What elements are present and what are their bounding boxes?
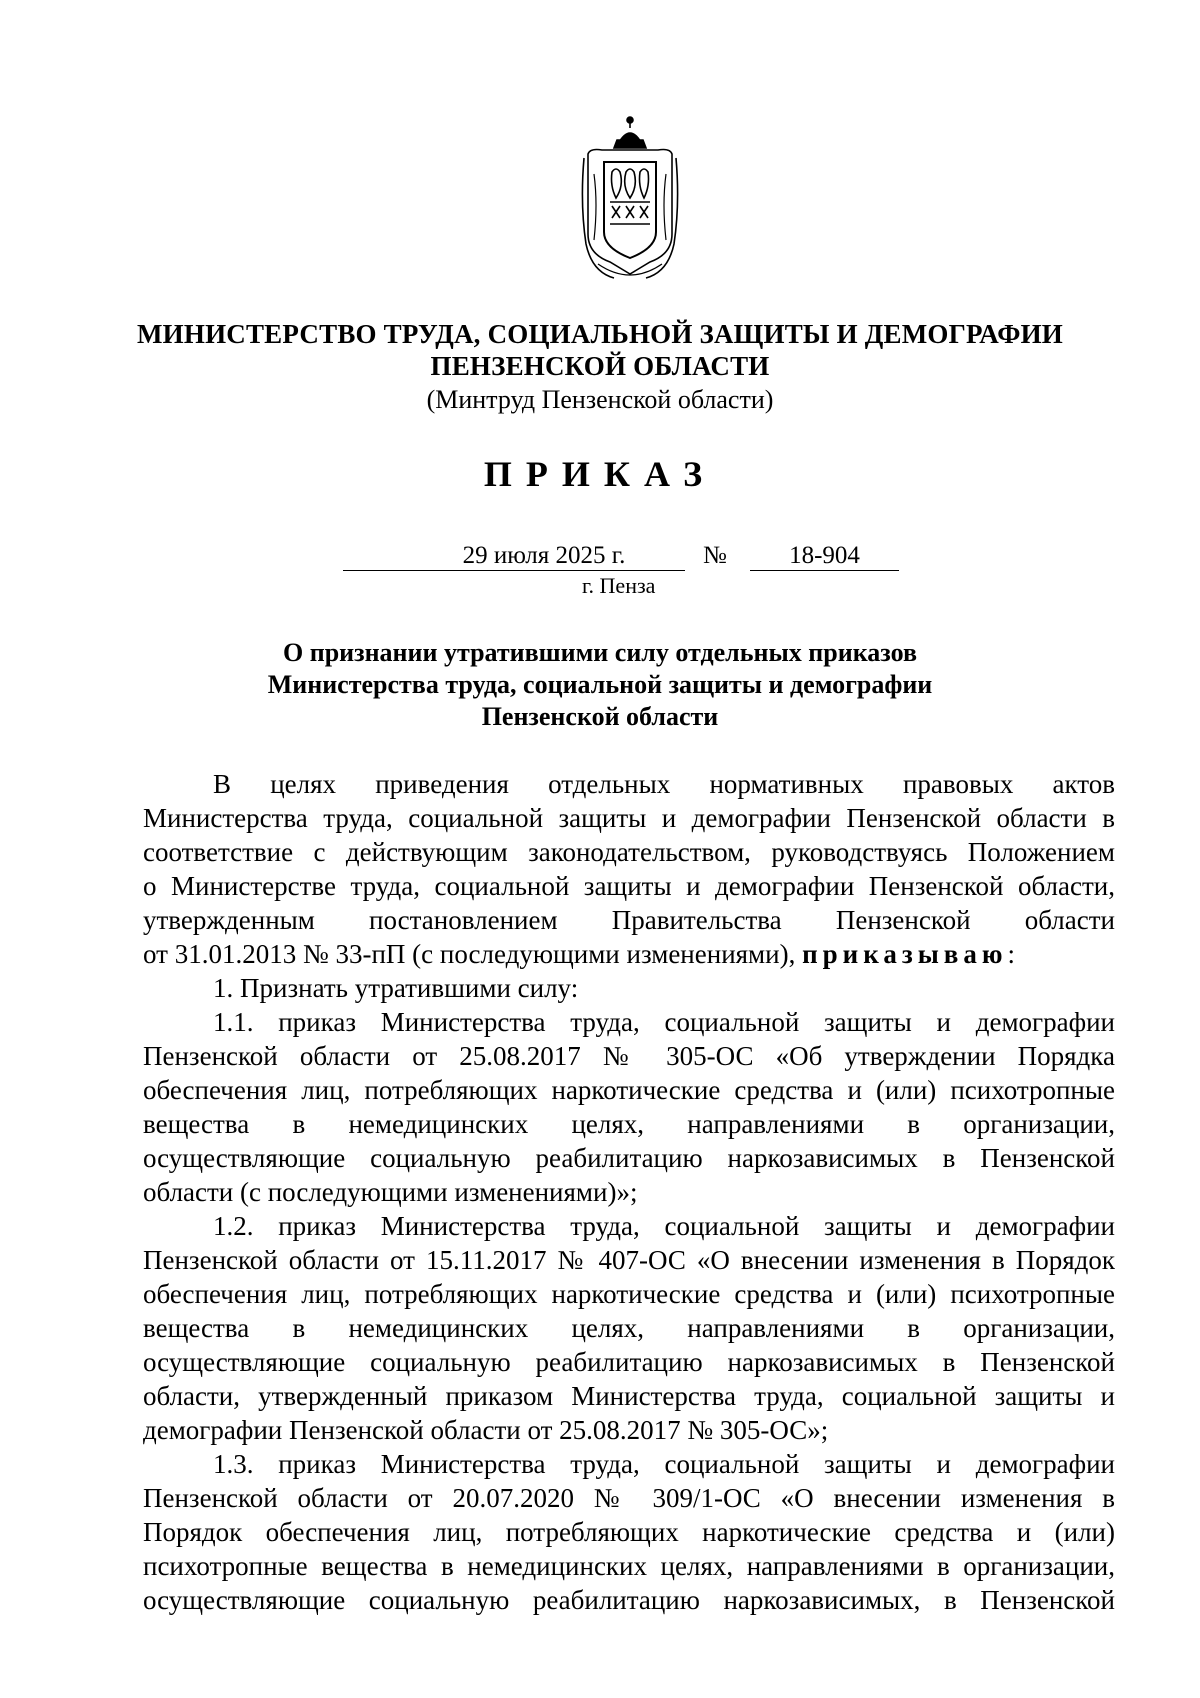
number-sign: № xyxy=(703,542,727,569)
item-1-3-line: Пензенской области от 20.07.2020 № 309/1-ОС «О внесении изменения в xyxy=(143,1483,1115,1513)
item-1-2-line: 1.2. приказ Министерства труда, социальной защиты и демографии xyxy=(213,1211,1115,1241)
item-1-1-line: осуществляющие социальную реабилитацию наркозависимых в Пензенской xyxy=(143,1143,1115,1173)
order-colon: : xyxy=(1007,939,1016,969)
ministry-name-line1: МИНИСТЕРСТВО ТРУДА, СОЦИАЛЬНОЙ ЗАЩИТЫ И ДЕМОГРАФИИ xyxy=(136,319,1063,349)
preamble-line: утвержденным постановлением Правительства Пензенской области xyxy=(143,905,1115,935)
order-word: приказываю xyxy=(802,939,1008,969)
item-1-1-line: области (с последующими изменениями)»; xyxy=(143,1177,638,1207)
preamble-line: Министерства труда, социальной защиты и демографии Пензенской области в xyxy=(143,803,1115,833)
ministry-name-line2: ПЕНЗЕНСКОЙ ОБЛАСТИ xyxy=(430,351,770,381)
preamble-line: соответствие с действующим законодательством, руководствуясь Положением xyxy=(143,837,1115,867)
item-1-2-line: Пензенской области от 15.11.2017 № 407-ОС «О внесении изменения в Порядок xyxy=(143,1245,1115,1275)
order-number: 18-904 xyxy=(750,541,899,571)
item-1-1-line: 1.1. приказ Министерства труда, социальной защиты и демографии xyxy=(213,1007,1115,1037)
preamble-line: В целях приведения отдельных нормативных правовых актов xyxy=(213,769,1115,799)
document-type-title: ПРИКАЗ xyxy=(483,454,717,494)
preamble-line-last xyxy=(143,938,1115,971)
subject-line1: О признании утратившими силу отдельных приказов xyxy=(282,638,917,667)
item-1-3-line: осуществляющие социальную реабилитацию наркозависимых, в Пензенской xyxy=(143,1585,1115,1615)
preamble-last-text: от 31.01.2013 № 33-пП (с последующими изменениями), xyxy=(143,939,803,969)
order-date: 29 июля 2025 г. xyxy=(343,541,685,571)
item-1-3-line: 1.3. приказ Министерства труда, социальной защиты и демографии xyxy=(213,1449,1115,1479)
item-1-2-line: обеспечения лиц, потребляющих наркотические средства и (или) психотропные xyxy=(143,1279,1115,1309)
item-1-2-line: демографии Пензенской области от 25.08.2017 № 305-ОС»; xyxy=(143,1415,829,1445)
subject-line2: Министерства труда, социальной защиты и демографии xyxy=(267,670,933,699)
item-1-1-line: обеспечения лиц, потребляющих наркотические средства и (или) психотропные xyxy=(143,1075,1115,1105)
item-1-2-line: вещества в немедицинских целях, направлениями в организации, xyxy=(143,1313,1115,1343)
coat-of-arms-emblem xyxy=(580,114,680,286)
item-1: 1. Признать утратившими силу: xyxy=(213,973,579,1003)
item-1-2-line: области, утвержденный приказом Министерства труда, социальной защиты и xyxy=(143,1381,1115,1411)
item-1-3-line: психотропные вещества в немедицинских целях, направлениями в организации, xyxy=(143,1551,1115,1581)
item-1-1-line: Пензенской области от 25.08.2017 № 305-ОС «Об утверждении Порядка xyxy=(143,1041,1115,1071)
subject-line3: Пензенской области xyxy=(481,702,719,731)
order-city: г. Пенза xyxy=(582,573,656,598)
item-1-3-line: Порядок обеспечения лиц, потребляющих наркотические средства и (или) xyxy=(143,1517,1115,1547)
ministry-short-name: (Минтруд Пензенской области) xyxy=(426,385,774,414)
item-1-1-line: вещества в немедицинских целях, направлениями в организации, xyxy=(143,1109,1115,1139)
preamble-line: о Министерстве труда, социальной защиты и демографии Пензенской области, xyxy=(143,871,1115,901)
item-1-2-line: осуществляющие социальную реабилитацию наркозависимых в Пензенской xyxy=(143,1347,1115,1377)
